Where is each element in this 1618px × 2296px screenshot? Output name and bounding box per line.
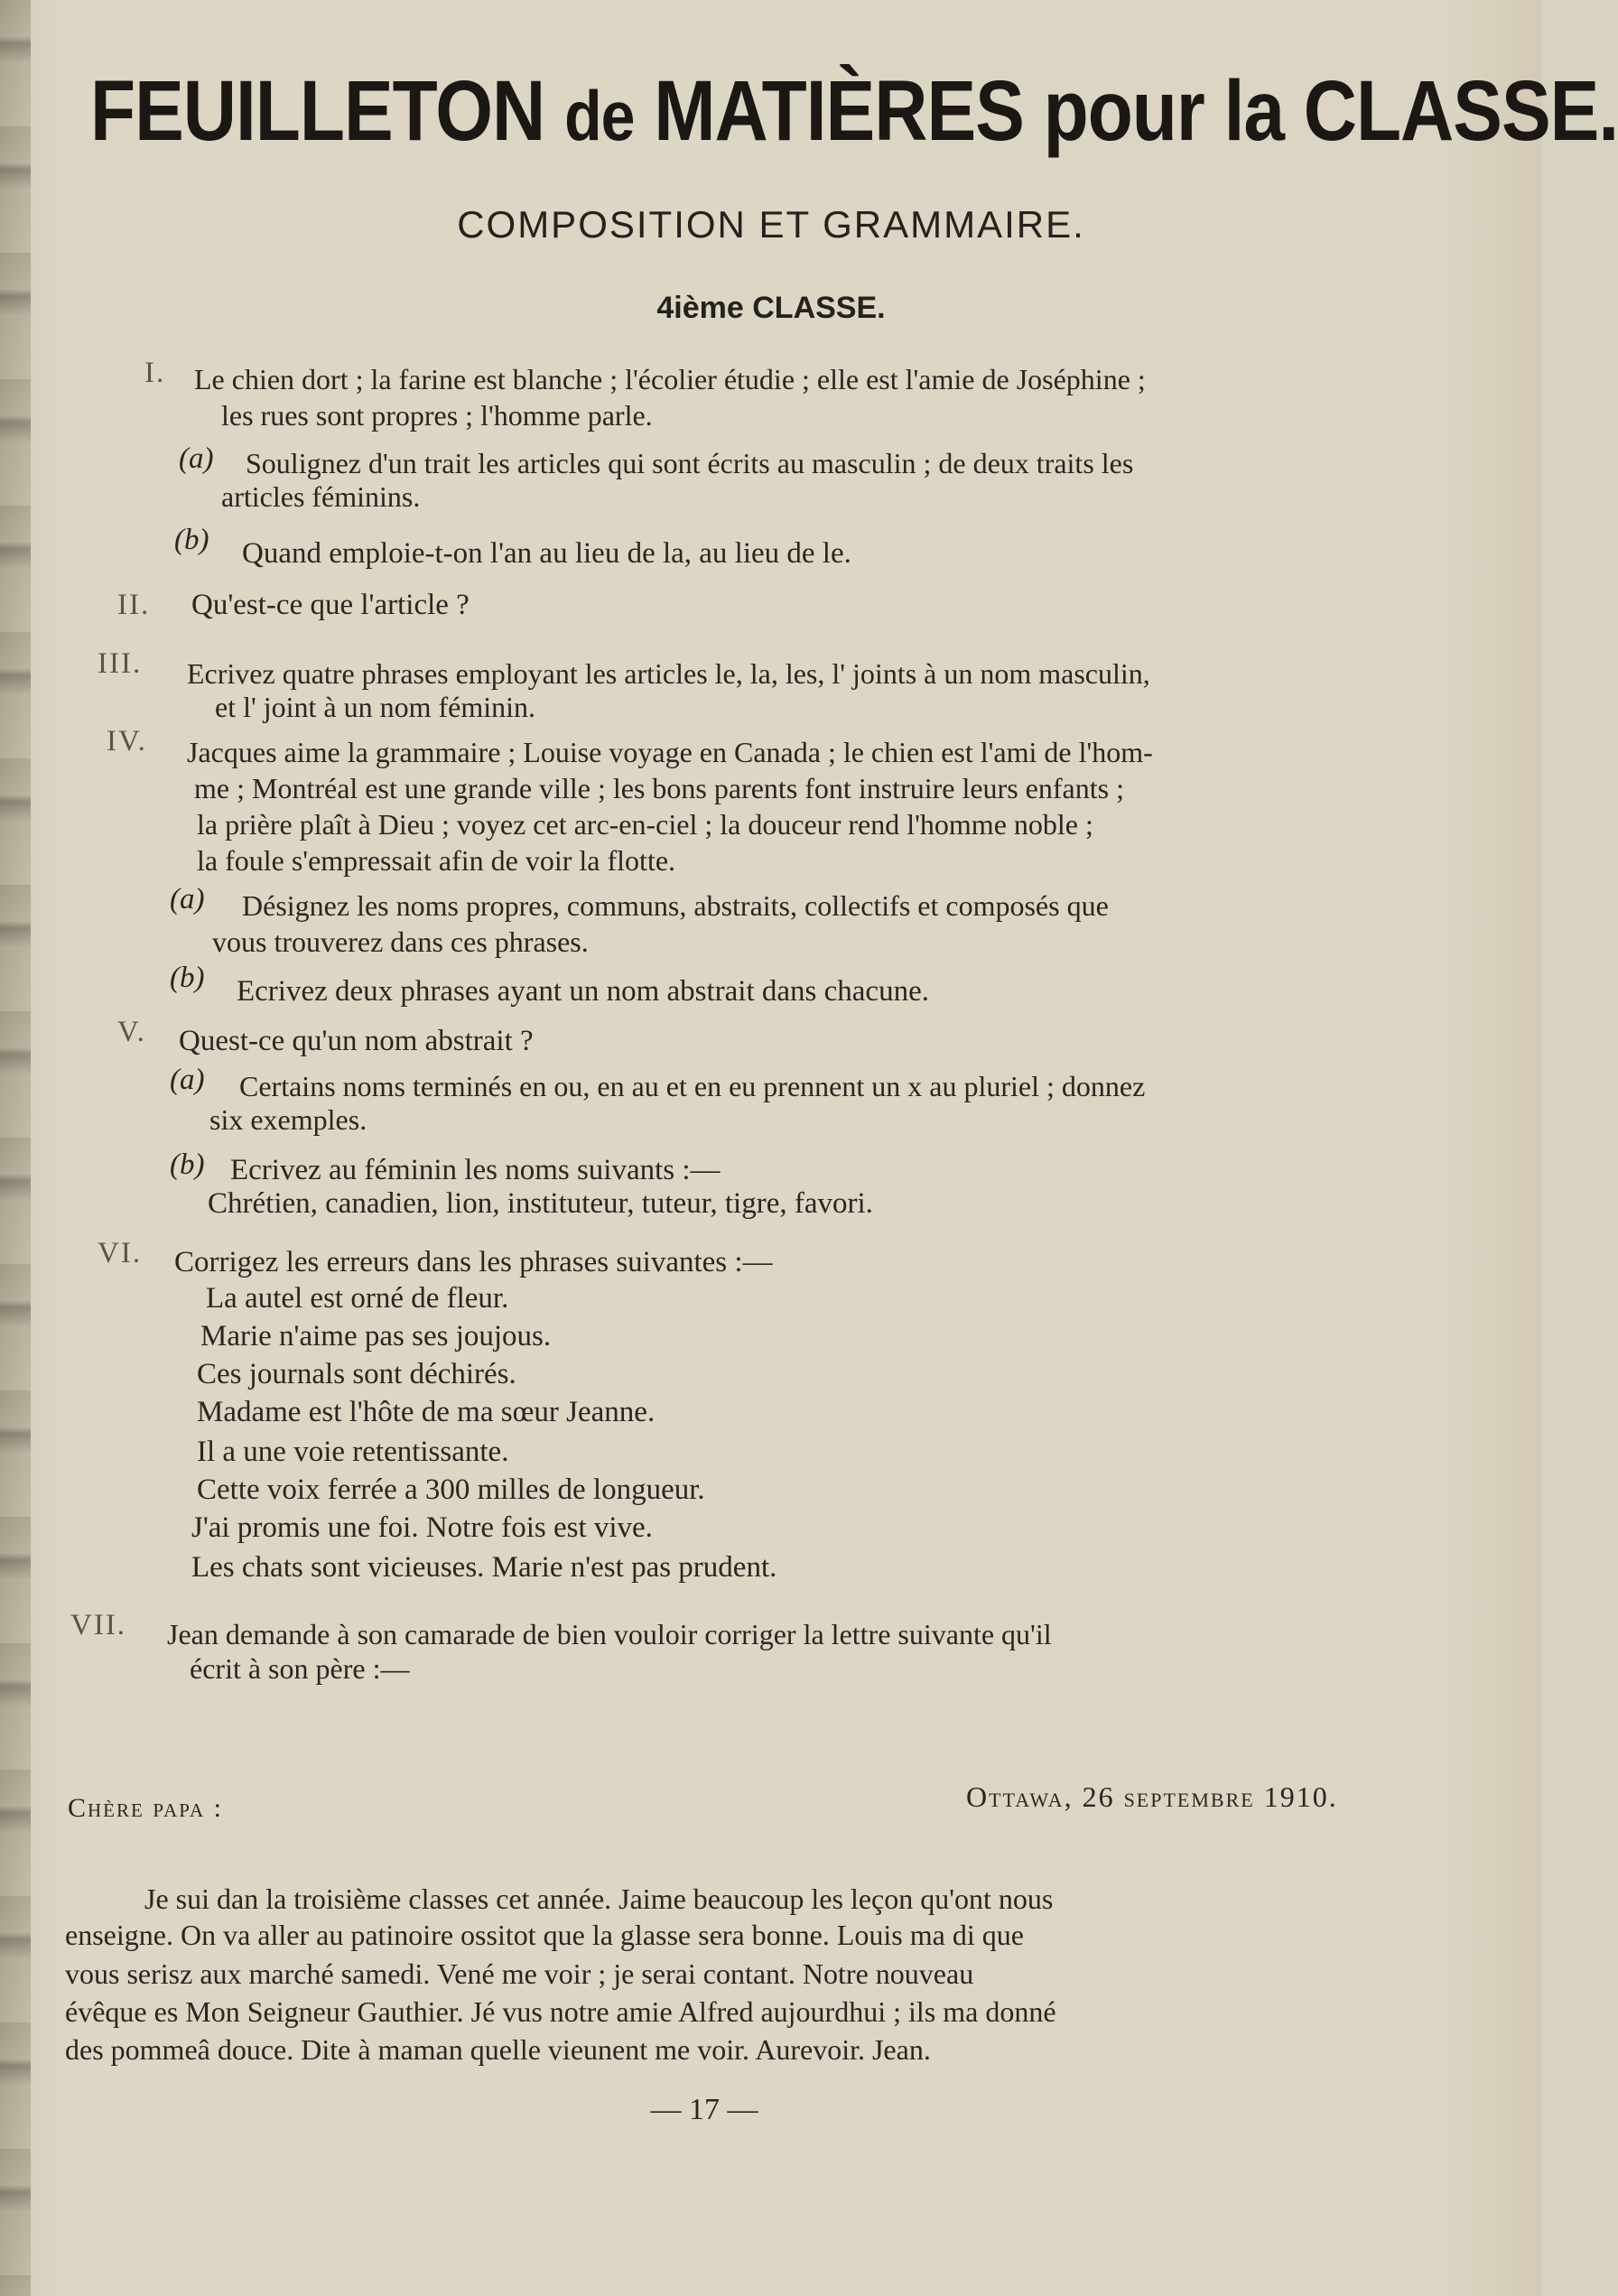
section-5-b-label: (b) — [170, 1148, 205, 1181]
section-2-line-1: Qu'est-ce que l'article ? — [191, 589, 470, 621]
page-binding-edge — [0, 0, 31, 2296]
letter-body-line-5: des pommeâ douce. Dite à maman quelle vieunent me voir. Aurevoir. Jean. — [65, 2033, 931, 2066]
section-4-line-1: Jacques aime la grammaire ; Louise voyage en Canada ; le chien est l'ami de l'hom- — [187, 736, 1153, 768]
title-part-de: de — [564, 76, 635, 156]
section-4-line-4: la foule s'empressait afin de voir la flotte. — [197, 844, 676, 877]
section-number-7: VII. — [70, 1609, 127, 1641]
letter-body-line-1: Je sui dan la troisième classes cet année. Jaime beaucoup les leçon qu'ont nous — [144, 1882, 1054, 1915]
section-1-line-1: Le chien dort ; la farine est blanche ; l'écolier étudie ; elle est l'amie de Joséphine ; — [194, 363, 1146, 395]
section-4-a-line-2: vous trouverez dans ces phrases. — [212, 925, 589, 958]
section-4-b-line-1: Ecrivez deux phrases ayant un nom abstrait dans chacune. — [237, 975, 929, 1008]
section-number-5: V. — [117, 1016, 146, 1048]
section-5-a-label: (a) — [170, 1064, 205, 1096]
section-5-a-line-2: six exemples. — [209, 1103, 367, 1136]
title-part-matieres: MATIÈRES — [654, 64, 1024, 159]
section-4-b-label: (b) — [170, 962, 205, 994]
section-number-3: III. — [98, 647, 143, 680]
title-part-feuilleton: FEUILLETON — [90, 64, 545, 159]
section-4-line-2: me ; Montréal est une grande ville ; les bons parents font instruire leurs enfants ; — [194, 772, 1124, 804]
correction-item: Ces journals sont déchirés. — [197, 1358, 516, 1390]
section-5-b-line-1: Ecrivez au féminin les noms suivants :— — [230, 1154, 721, 1186]
section-number-1: I. — [144, 357, 166, 389]
page-subtitle: COMPOSITION ET GRAMMAIRE. — [457, 203, 1085, 246]
section-7-line-2: écrit à son père :— — [190, 1652, 410, 1685]
section-5-a-line-1: Certains noms terminés en ou, en au et en eu prennent un x au pluriel ; donnez — [239, 1070, 1146, 1102]
section-1-b-line-1: Quand emploie-t-on l'an au lieu de la, au lieu de le. — [242, 537, 851, 570]
section-4-a-label: (a) — [170, 883, 205, 916]
page-title — [90, 63, 1618, 161]
letter-body-line-2: enseigne. On va aller au patinoire ossitot que la glasse sera bonne. Louis ma di que — [65, 1919, 1024, 1951]
correction-item: J'ai promis une foi. Notre fois est vive. — [191, 1511, 653, 1544]
correction-item: La autel est orné de fleur. — [206, 1282, 509, 1315]
section-3-line-2: et l' joint à un nom féminin. — [215, 691, 536, 723]
correction-item: Cette voix ferrée a 300 milles de longueur. — [197, 1473, 705, 1506]
section-3-line-1: Ecrivez quatre phrases employant les articles le, la, les, l' joints à un nom masculin, — [187, 657, 1150, 690]
section-7-line-1: Jean demande à son camarade de bien vouloir corriger la lettre suivante qu'il — [167, 1618, 1052, 1650]
correction-item: Il a une voie retentissante. — [197, 1436, 509, 1468]
letter-salutation: Chère papa : — [68, 1793, 224, 1823]
section-number-6: VI. — [98, 1237, 143, 1269]
section-1-a-line-2: articles féminins. — [221, 480, 421, 513]
correction-item: Les chats sont vicieuses. Marie n'est pas prudent. — [191, 1551, 777, 1584]
page-number: — 17 — — [650, 2093, 758, 2126]
title-part-pour-la-classe: pour la CLASSE. — [1043, 64, 1618, 159]
class-level-heading: 4ième CLASSE. — [656, 291, 886, 325]
section-6-line-1: Corrigez les erreurs dans les phrases suivantes :— — [174, 1246, 773, 1278]
section-1-a-label: (a) — [179, 442, 214, 475]
section-5-b-line-2: Chrétien, canadien, lion, instituteur, tuteur, tigre, favori. — [208, 1187, 873, 1220]
section-1-line-2: les rues sont propres ; l'homme parle. — [221, 399, 653, 432]
correction-item: Madame est l'hôte de ma sœur Jeanne. — [197, 1396, 656, 1428]
section-4-a-line-1: Désignez les noms propres, communs, abstraits, collectifs et composés que — [242, 889, 1109, 922]
section-number-4: IV. — [107, 725, 147, 758]
section-number-2: II. — [117, 589, 151, 621]
section-1-a-line-1: Soulignez d'un trait les articles qui sont écrits au masculin ; de deux traits les — [246, 447, 1134, 479]
section-5-line-1: Quest-ce qu'un nom abstrait ? — [179, 1025, 534, 1057]
letter-body-line-4: évêque es Mon Seigneur Gauthier. Jé vus notre amie Alfred aujourdhui ; ils ma donné — [65, 1995, 1056, 2028]
letter-body-line-3: vous serisz aux marché samedi. Vené me voir ; je serai contant. Notre nouveau — [65, 1957, 974, 1990]
section-1-b-label: (b) — [174, 524, 209, 556]
letter-place-date: Ottawa, 26 septembre 1910. — [966, 1780, 1338, 1813]
correction-item: Marie n'aime pas ses joujous. — [200, 1320, 552, 1353]
section-4-line-3: la prière plaît à Dieu ; voyez cet arc-en-ciel ; la douceur rend l'homme noble ; — [197, 808, 1093, 841]
